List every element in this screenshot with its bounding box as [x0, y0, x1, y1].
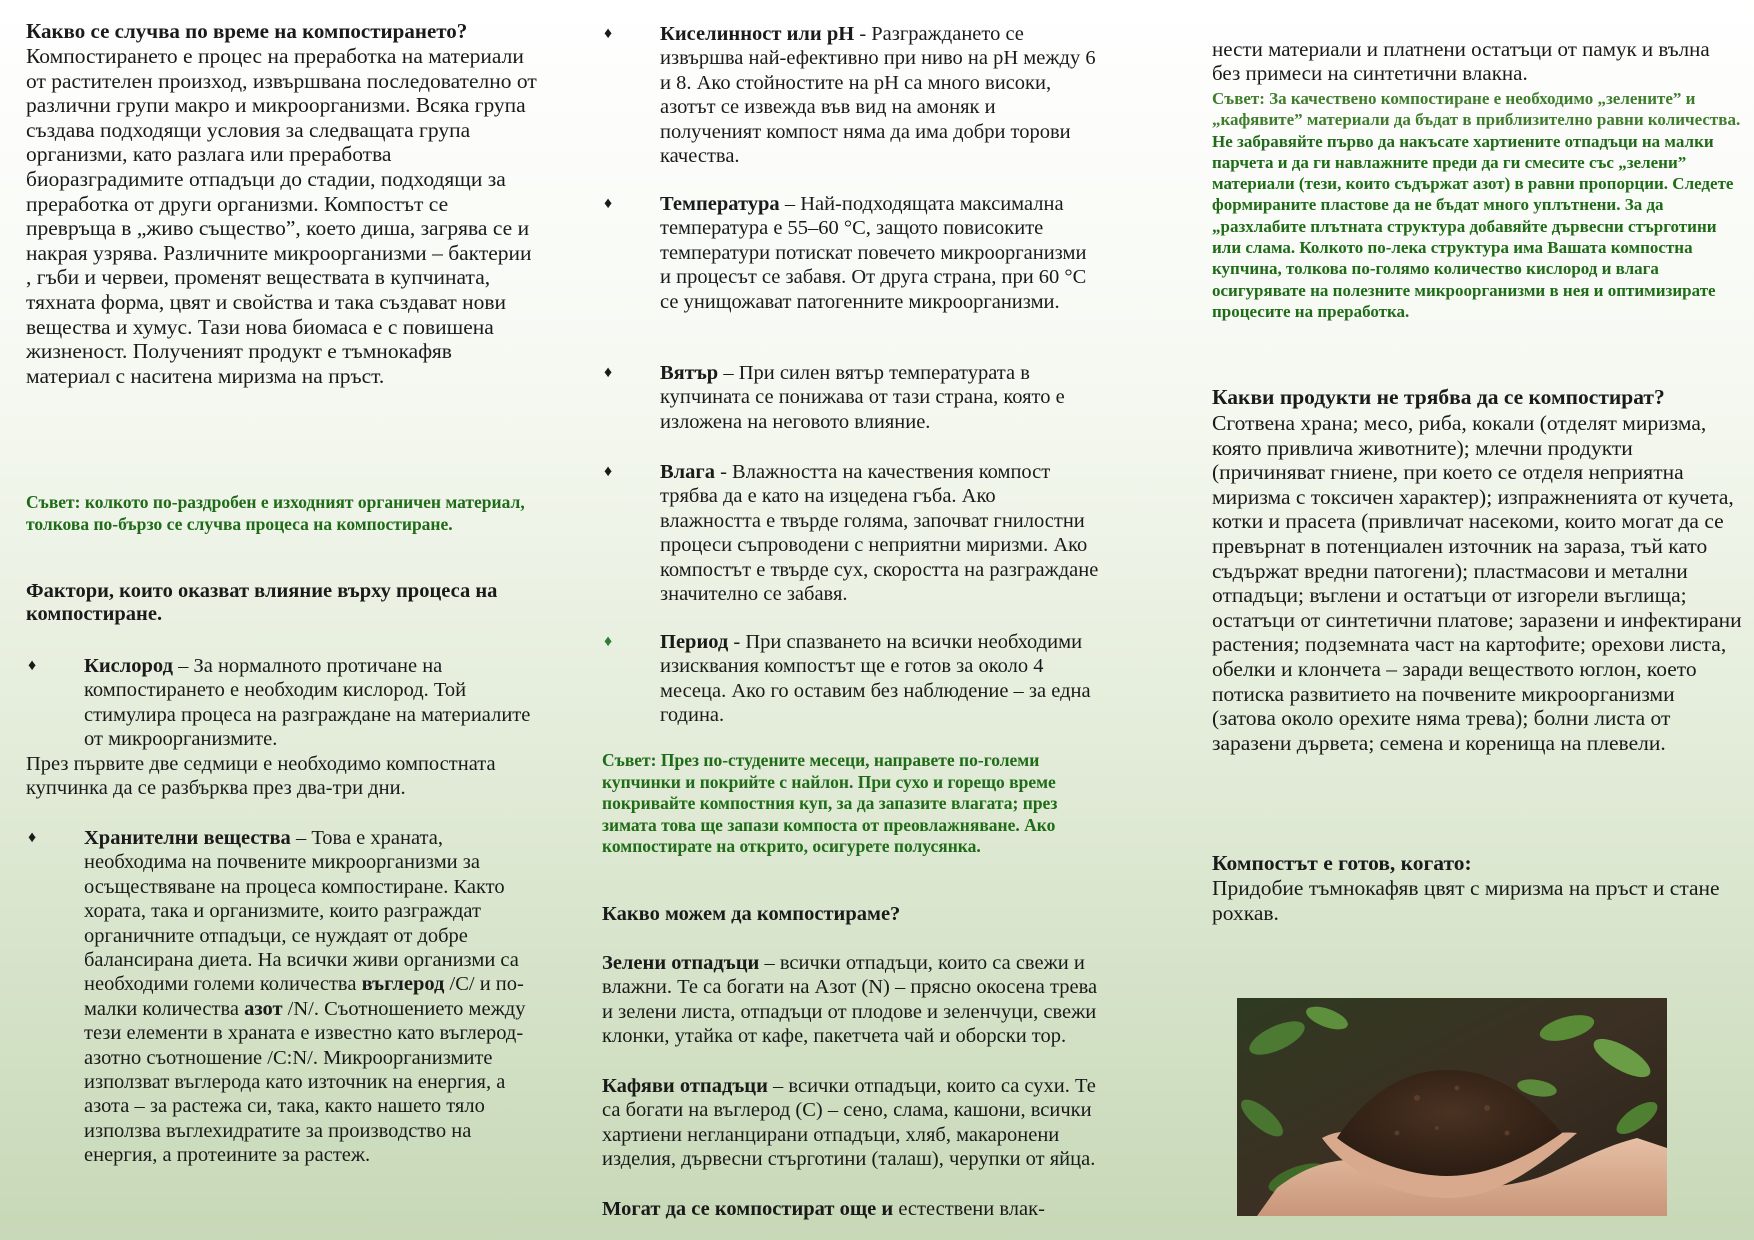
nutrients-paragraph — [84, 826, 538, 1168]
wind-text: – При силен вятър температурата в купчината се понижава от тази страна, която е изложена на неговото влияние. — [660, 362, 1065, 433]
diamond-bullet-icon: ♦ — [28, 829, 37, 846]
oxygen-note: През първите две седмици е необходимо компостната купчинка да се разбърква през два-три дни. — [26, 753, 496, 800]
brown-waste-text: – всички отпадъци, които са сухи. Те са богати на въглерод (С) – сено, слама, кашони, всички хартиени негланцирани отпадъци, хляб, макаронени изделия, дървесни стърготини (талаш), черупки от яйца. — [602, 1075, 1096, 1171]
ph-text: - Разграждането се извършва най-ефективно при ниво на рН между 6 и 8. Ако стойностите на рН са много високи, азотът се извежда във вид на амоняк и полученият компост няма да има добри торови качества. — [660, 23, 1096, 168]
compost-ready-paragraph: Придобие тъмнокафяв цвят с миризма на пръст и стане рохкав. — [1212, 876, 1720, 925]
ph-paragraph — [660, 22, 1100, 168]
nitrogen-word: азот — [244, 997, 283, 1020]
heading-what-to-compost: Какво можем да компостираме? — [602, 903, 901, 925]
hands-soil-illustration — [1237, 998, 1667, 1216]
tip-balance-a: Съвет: За качествено компостиране е необходимо „зелените” и „кафявите” материали да бъдат в приблизително равни количества. — [1212, 89, 1741, 130]
bullet-wind — [602, 361, 1100, 434]
brown-waste-paragraph — [602, 1074, 1102, 1172]
moisture-title: Влага — [660, 461, 715, 483]
wind-title: Вятър — [660, 362, 719, 384]
bullet-ph — [602, 22, 1100, 168]
also-compost-text: естествени влак- — [893, 1198, 1045, 1220]
green-waste-paragraph — [602, 951, 1102, 1049]
intro-paragraph: Компостирането е процес на преработка на материали от растителен произход, извършвана последователно от различни групи макро и микроорганизми. Всяка група създава подходящи условия за следващата група организми, като разлага или преработва биоразградимите отпадъци до стадии, подходящи за преработка от други организми. Компостът се превръща в „живо същество”, което диша, загрява се и накрая узрява. Различните микроорганизми – бактерии , гъби и червеи, променят веществата в купчината, тяхната форма, цвят и свойства и така създават нови вещества и хумус. Тази нова биомаса е с повишена жизненост. Полученият продукт е тъмнокафяв материал с наситена миризма на пръст. — [26, 44, 537, 388]
nutrients-text-a: – Това е храната, необходима на почвените микроорганизми за осъществяване на процеса компостиране. Както хората, така и организмите, които разграждат органичните отпадъци, се нуждаят от добре балансирана диета. На всички живи организми са необходими големи количества — [84, 827, 519, 996]
green-waste-text: – всички отпадъци, които са свежи и влажни. Те са богати на Азот (N) – прясно окосена трева и зелени листа, отпадъци от плодове и зеленчуци, свежи клонки, утайка от кафе, пакетчета чай и оборски тор. — [602, 952, 1098, 1048]
bullet-temperature — [602, 192, 1100, 314]
green-waste-title: Зелени отпадъци — [602, 952, 760, 974]
brown-waste-title: Кафяви отпадъци — [602, 1075, 768, 1097]
bullet-nutrients — [26, 826, 538, 1168]
nutrients-text-b: /С/ и по-малки количества — [84, 973, 524, 1020]
bullet-oxygen — [26, 654, 538, 752]
temperature-text: – Най-подходящата максимална температура е 55–60 °С, защото повисоките температури потискат повечето микроорганизми и процесът се забавя. От друга страна, при 60 °С се унищожават патогенните микроорганизми. — [660, 193, 1087, 313]
temperature-title: Температура — [660, 193, 780, 215]
oxygen-text: – За нормалното протичане на компостирането е необходим кислород. Той стимулира процеса на разграждане на материалите от микроорганизмите. — [84, 655, 531, 751]
carbon-word: въглерод — [361, 973, 445, 996]
also-compost-title: Могат да се компостират още и — [602, 1198, 894, 1220]
diamond-bullet-icon: ♦ — [604, 364, 613, 381]
temperature-paragraph — [660, 192, 1100, 314]
wind-paragraph — [660, 361, 1100, 434]
period-title: Период — [660, 631, 729, 653]
also-compost-paragraph — [602, 1197, 1102, 1221]
not-compost-paragraph: Сготвена храна; месо, риба, кокали (отделят миризма, която привлича животните); млечни продукти (причиняват гниене, при което се отделя неприятна миризма с токсичен характер); изпражненията от кучета, котки и прасета (привличат насекоми, които могат да се превърнат в потенциален източник на зараза, тъй като съдържат вредни патогени); пластмасови и метални отпадъци; въглени и остатъци от изгорели въглища; остатъци от синтетични платове; заразени и инфектирани растения; подземната част на картофите; орехови листа, обелки и клончета – заради веществото юглон, което потиска развитието на почвените микроорганизми (затова около орехите няма трева); болни листа от заразени дървета; семена и коренища на плевели. — [1212, 411, 1742, 755]
hands-soil-photo — [1237, 998, 1667, 1216]
bullet-period — [602, 630, 1100, 728]
heading-not-compost: Какви продукти не трябва да се компостират? — [1212, 385, 1665, 409]
heading-what-happens: Какво се случва по време на компостирането? — [26, 19, 468, 43]
tip-balance — [1212, 88, 1742, 322]
continued-paragraph: нести материали и платнени остатъци от памук и вълна без примеси на синтетични влакна. — [1212, 37, 1710, 86]
nutrients-title: Хранителни вещества — [84, 827, 291, 849]
diamond-bullet-icon: ♦ — [604, 633, 613, 650]
oxygen-paragraph — [84, 654, 538, 752]
heading-factors: Фактори, които оказват влияние върху процеса на компостиране. — [26, 580, 498, 625]
moisture-text: - Влажността на качествения компост трябва да е като на изцедена гъба. Ако влажността е твърде голяма, започват гнилостни процеси съпроводени с неприятни миризми. Ако компостът е твърде сух, скоростта на разграждане значително се забавя. — [660, 461, 1099, 606]
period-text: - При спазването на всички необходими изисквания компостът ще е готов за около 4 месеца. Ако го оставим без наблюдение – за една година. — [660, 631, 1091, 727]
heading-compost-ready: Компостът е готов, когато: — [1212, 851, 1472, 875]
oxygen-title: Кислород — [84, 655, 173, 677]
diamond-bullet-icon: ♦ — [604, 25, 613, 42]
tip-balance-b: Не забравяйте първо да накъсате хартиените отпадъци на малки парчета и да ги навлажните преди да ги смесите със „зелени” материали (тези, които съдържат азот) в равни пропорции. Следете формираните пластове да не бъдат много уплътнени. За да „разхлабите плътната структура добавяйте дървесни стърготини или слама. Колкото по-лека структура има Вашата компостна купчина, толкова по-голямо количество кислород и влага осигурявате на полезните микроорганизми в нея и оптимизирате процесите на преработка. — [1212, 131, 1734, 321]
moisture-paragraph — [660, 460, 1100, 606]
nutrients-text-c: /N/. Съотношението между тези елементи в храната е известно като въглерод-азотно съотношение /C:N/. Микроорганизмите използват въглерода като източник на енергия, а азота – за растежа си, така, както нашето тяло използва въглехидратите за производство на енергия, а протеините за растеж. — [84, 997, 526, 1167]
ph-title: Киселинност или рН — [660, 23, 855, 45]
diamond-bullet-icon: ♦ — [604, 195, 613, 212]
bullet-moisture — [602, 460, 1100, 606]
period-paragraph — [660, 630, 1100, 728]
diamond-bullet-icon: ♦ — [28, 657, 37, 674]
diamond-bullet-icon: ♦ — [604, 463, 613, 480]
tip-shredding: Съвет: колкото по-раздробен е изходният органичен материал, толкова по-бързо се случва процеса на компостиране. — [26, 492, 525, 534]
tip-cold-months: Съвет: През по-студените месеци, направете по-големи купчинки и покрийте с найлон. При сухо и горещо време покривайте компостния куп, за да запазите влагата; през зимата това ще запази компоста от преовлажняване. Ако компостирате на открито, осигурете полусянка. — [602, 750, 1058, 857]
